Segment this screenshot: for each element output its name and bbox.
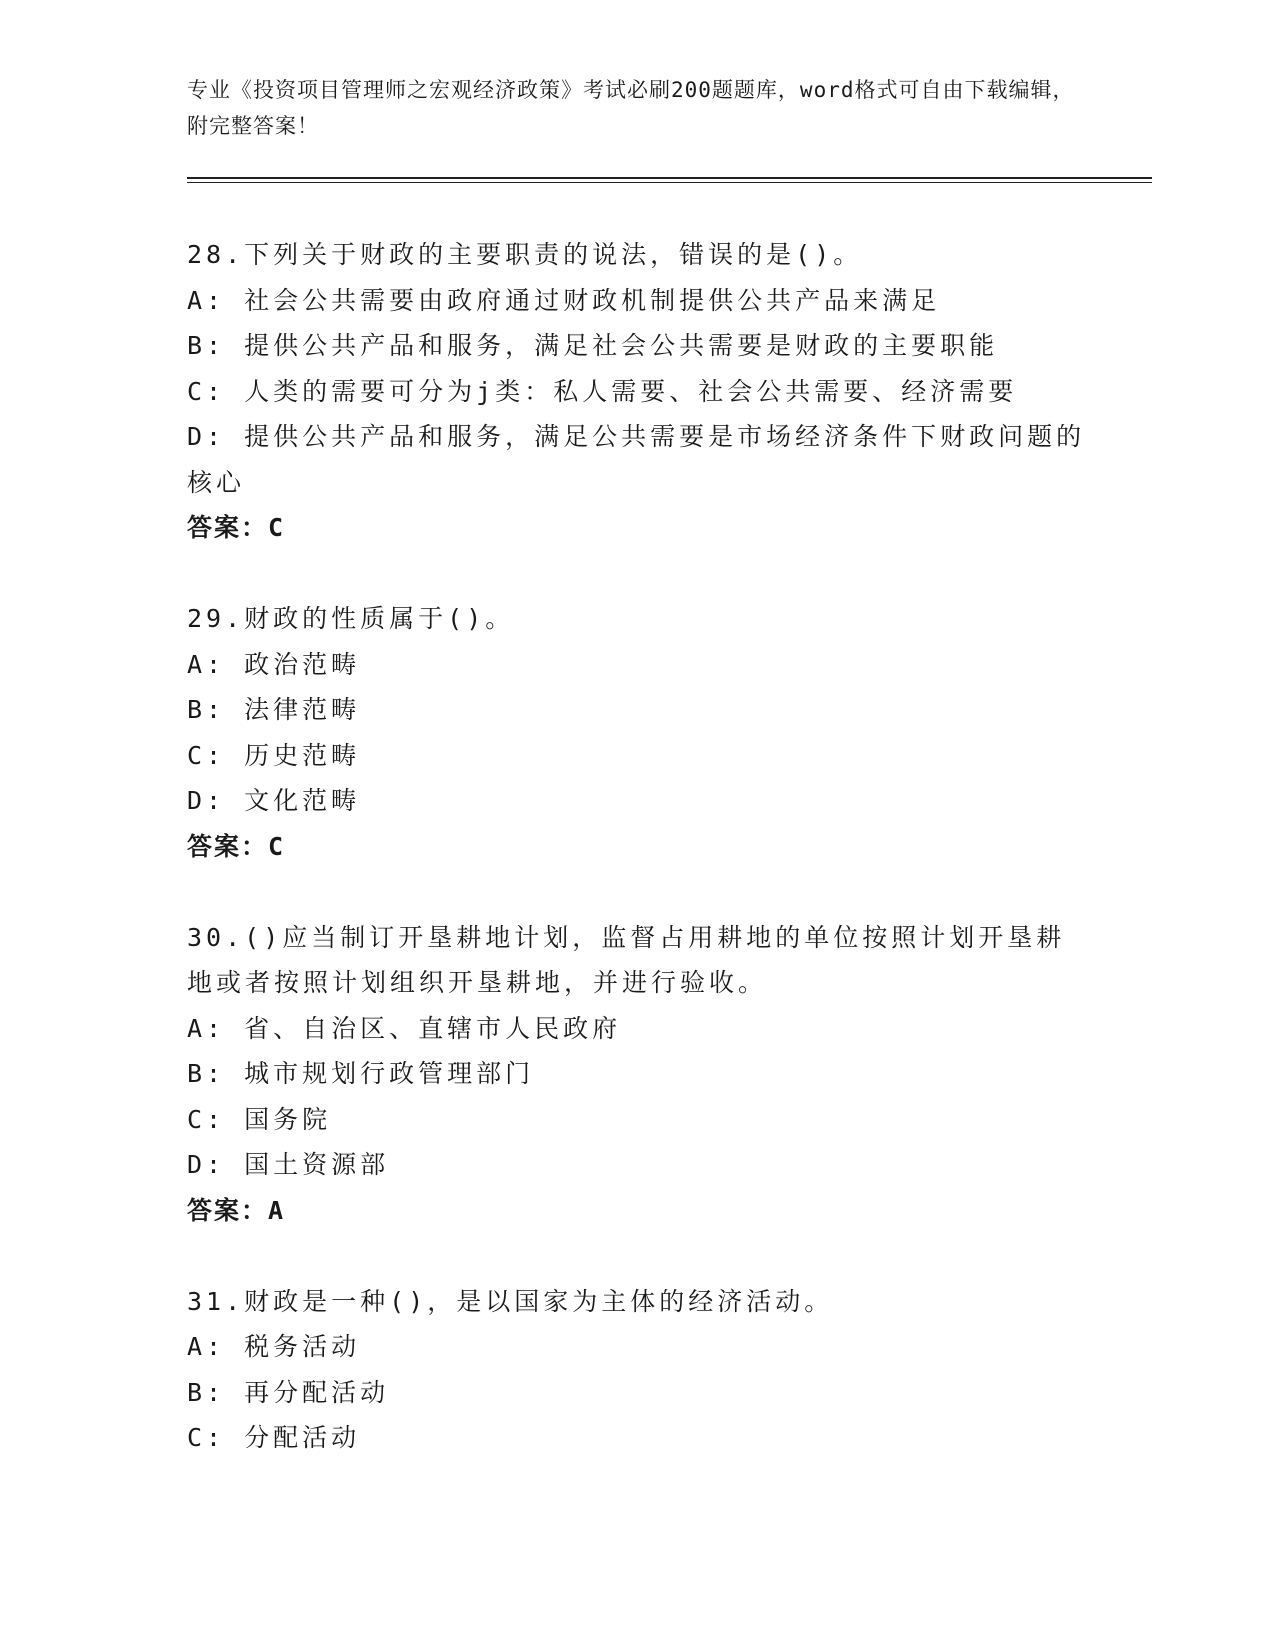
question-list xyxy=(187,232,1087,1461)
option-c: C: 历史范畴 xyxy=(187,740,361,770)
header-divider-thin xyxy=(187,182,1152,183)
option-c: C: 人类的需要可分为j类：私人需要、社会公共需要、经济需要 xyxy=(187,376,1018,406)
option-b: B: 法律范畴 xyxy=(187,695,361,724)
option-a: A: 省、自治区、直辖市人民政府 xyxy=(187,1013,622,1043)
option-d: D: 国土资源部 xyxy=(187,1150,390,1179)
answer-label: 答案：C xyxy=(187,513,286,542)
option-a: A: 政治范畴 xyxy=(187,649,361,679)
question-28 xyxy=(187,232,1087,551)
option-c: C: 国务院 xyxy=(187,1104,332,1134)
question-stem: 29.财政的性质属于()。 xyxy=(187,604,515,633)
question-31 xyxy=(187,1279,1087,1461)
option-b: B: 再分配活动 xyxy=(187,1377,390,1407)
question-stem: 28.下列关于财政的主要职责的说法，错误的是()。 xyxy=(187,240,863,269)
header-divider xyxy=(187,177,1152,179)
question-30 xyxy=(187,915,1087,1234)
answer-label: 答案：C xyxy=(187,831,286,861)
option-c: C: 分配活动 xyxy=(187,1423,361,1452)
option-a: A: 社会公共需要由政府通过财政机制提供公共产品来满足 xyxy=(187,285,941,315)
question-stem: 31.财政是一种()，是以国家为主体的经济活动。 xyxy=(187,1286,834,1316)
option-d: D: 提供公共产品和服务，满足公共需要是市场经济条件下财政问题的核心 xyxy=(187,422,1086,497)
question-29 xyxy=(187,596,1087,869)
option-b: B: 城市规划行政管理部门 xyxy=(187,1059,535,1088)
document-header: 专业《投资项目管理师之宏观经济政策》考试必刷200题题库，word格式可自由下载编辑，附完整答案！ xyxy=(187,78,1075,138)
option-b: B: 提供公共产品和服务，满足社会公共需要是财政的主要职能 xyxy=(187,331,999,360)
option-d: D: 文化范畴 xyxy=(187,786,361,815)
answer-label: 答案：A xyxy=(187,1195,286,1225)
option-a: A: 税务活动 xyxy=(187,1332,361,1361)
question-stem: 30.()应当制订开垦耕地计划，监督占用耕地的单位按照计划开垦耕地或者按照计划组织开垦耕地，并进行验收。 xyxy=(187,922,1066,997)
